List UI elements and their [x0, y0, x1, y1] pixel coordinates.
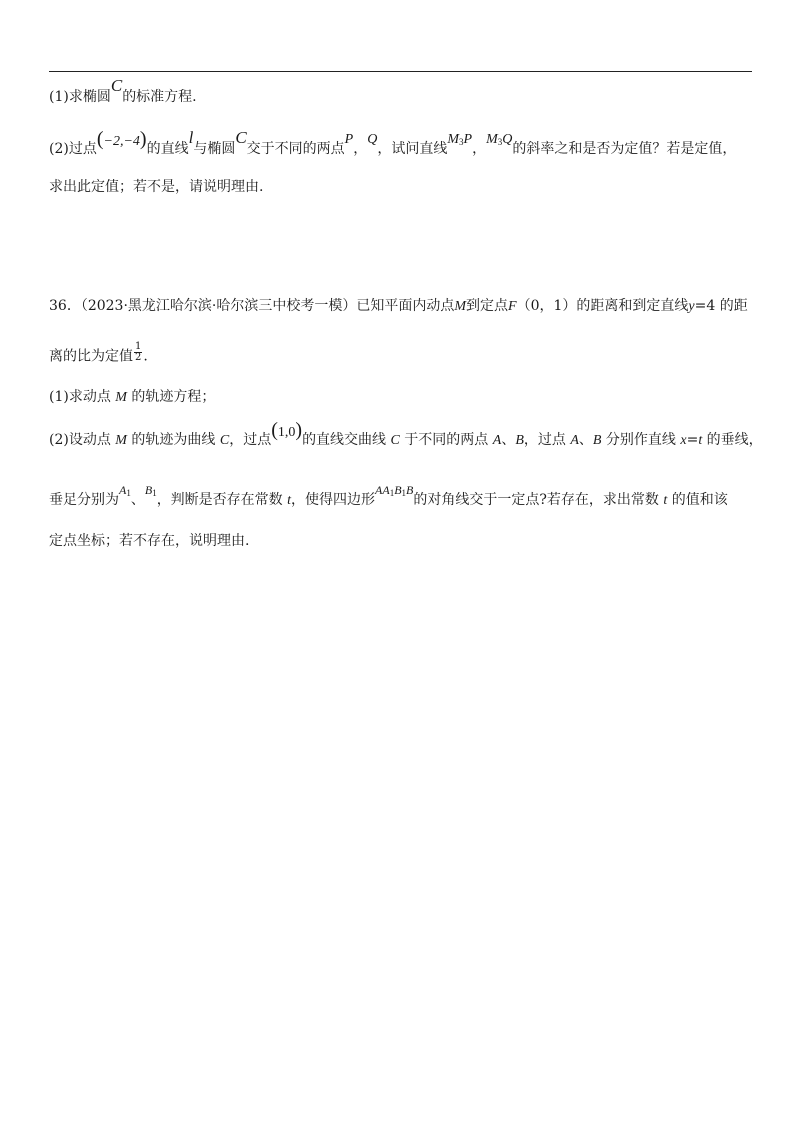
- text: （0，1）的距离和到定直线: [516, 298, 689, 314]
- text: 设动点: [68, 432, 116, 448]
- header-rule: [49, 71, 752, 72]
- problem-36-line2: [49, 341, 148, 367]
- text: ，试问直线: [377, 141, 448, 157]
- problem-36-line1: [49, 296, 748, 317]
- text: 过点: [68, 141, 97, 157]
- math-var: C: [390, 433, 400, 448]
- math-var: C: [110, 76, 123, 95]
- text: ，: [472, 141, 487, 157]
- math-quadrilateral: AA1B1B: [375, 483, 414, 498]
- text: ，判断是否存在常数: [156, 492, 288, 508]
- text: 的标准方程.: [122, 89, 197, 105]
- problem-36-part1: [49, 387, 215, 408]
- text: 与椭圆: [193, 141, 236, 157]
- text: 的轨迹方程；: [126, 389, 216, 405]
- problem-36-part2-line1: [49, 419, 763, 451]
- math-var: M: [115, 433, 127, 448]
- math-var: x: [680, 433, 687, 448]
- text: 离的比为定值: [49, 348, 133, 365]
- prev-part2-line1: [49, 128, 737, 160]
- math-var: t: [663, 493, 668, 508]
- math-var: y: [688, 299, 695, 314]
- text: 的直线: [146, 141, 189, 157]
- text: 已知平面内动点: [356, 298, 455, 314]
- text: .: [143, 348, 148, 365]
- math-var: P: [344, 132, 354, 147]
- text: 求动点: [68, 389, 116, 405]
- text: ，: [353, 141, 368, 157]
- math-var: B: [515, 433, 524, 448]
- prev-part2-line2: [49, 177, 263, 197]
- text: 的值和该: [667, 492, 728, 508]
- math-point: (1,0): [271, 419, 303, 441]
- math-var: l: [188, 128, 194, 147]
- text: 的斜率之和是否为定值？若是定值，: [512, 141, 737, 157]
- prev-part1-line: [49, 76, 197, 107]
- point-coords: −2,−4: [103, 134, 140, 149]
- text: 、: [578, 432, 593, 448]
- text: 的对角线交于一定点?若存在，求出常数: [413, 492, 664, 508]
- math-point: (−2,−4): [96, 128, 147, 150]
- math-var: t: [698, 433, 703, 448]
- math-var: B: [592, 433, 602, 448]
- problem-36-part2-line3: [49, 531, 249, 551]
- math-var: A: [492, 433, 502, 448]
- math-a1: A1: [119, 483, 131, 498]
- text: 到定点: [466, 298, 509, 314]
- text: 、: [130, 492, 145, 508]
- part-label: (2): [49, 432, 69, 448]
- text: 的轨迹为曲线: [126, 432, 220, 448]
- math-line-m3q: M3Q: [486, 132, 513, 147]
- text: 的直线交曲线: [302, 432, 391, 448]
- text: 的垂线，: [702, 432, 763, 448]
- fraction-one-half: $\frac{1}{2}$: [135, 341, 142, 363]
- text: ，使得四边形: [291, 492, 376, 508]
- part-label: (2): [49, 141, 69, 157]
- math-var: Q: [367, 132, 378, 147]
- text: 于不同的两点: [399, 432, 493, 448]
- math-var: t: [287, 493, 292, 508]
- text: 求椭圆: [68, 89, 111, 105]
- math-eq: =: [686, 432, 699, 448]
- math-var: A: [570, 433, 579, 448]
- text: 垂足分别为: [49, 492, 119, 508]
- math-var: F: [508, 299, 517, 314]
- math-line-m3p: M3P: [447, 132, 473, 147]
- text: 分别作直线: [601, 432, 681, 448]
- problem-36-part2-line2: [49, 483, 728, 511]
- text: 交于不同的两点: [246, 141, 345, 157]
- text: ，过点: [523, 432, 571, 448]
- text: 、: [501, 432, 516, 448]
- problem-source: （2023·黑龙江哈尔滨·哈尔滨三中校考一模）: [80, 298, 357, 314]
- math-var: M: [115, 390, 127, 405]
- part-label: (1): [49, 389, 69, 405]
- problem-number: 36．: [49, 298, 81, 314]
- part-label: (1): [49, 89, 69, 105]
- math-var: M: [454, 299, 467, 314]
- text: ，过点: [229, 432, 272, 448]
- math-var: C: [219, 433, 230, 448]
- point-coords: 1,0: [277, 425, 296, 440]
- math-var: C: [235, 128, 247, 147]
- text: 定点坐标；若不存在，说明理由.: [49, 533, 250, 549]
- text: 求出此定值；若不是，请说明理由.: [49, 179, 264, 195]
- text: =4 的距: [694, 298, 748, 314]
- math-b1: B1: [144, 483, 157, 498]
